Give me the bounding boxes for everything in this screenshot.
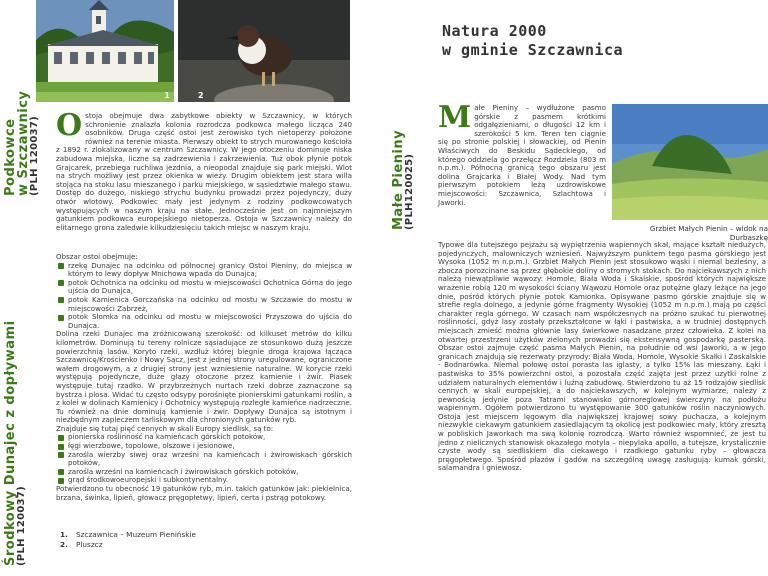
list-item: potok Słomka na odcinku od mostu w miejscowości Przyszowa do ujścia do Dunajca.	[56, 313, 352, 330]
section-subtitle: w Szczawnicy	[16, 90, 31, 196]
section-title: Podkowce	[3, 118, 18, 196]
bird-illustration	[178, 0, 350, 102]
footnote-number: 2.	[60, 540, 68, 549]
section-title: Małe Pieniny	[391, 129, 406, 230]
list-item: rzekę Dunajec na odcinku od północnej granicy Ostoi Pieniny, do miejsca w którym to lewy dopływ Mnichowa wpada do Dunajca;	[56, 262, 352, 279]
photo-number: 1	[164, 91, 170, 100]
male-pieniny-intro-text: ałe Pieniny – wydłużone pasmo górskie z pasmem krótkimi odgałęzieniami, o długości 12 km i szerokości 5 km. Teren ten ciągnie się po stronie polskiej i słowackiej, od Pienin Właściwych do Beskidu Sądeckiego, od którego oddziela go przełęcz Rozdziela (803 m n.p.m.). Północną granicą tego obszaru jest dolina Grajcarka i Białej Wody. Nad tym pierwszym potokiem leżą uzdrowiskowe miejscowości: Szczawnica, Szlachtowa i Jaworki.	[438, 103, 606, 207]
title-line: Natura 2000	[442, 22, 547, 40]
section-code: (PLH 120037)	[16, 485, 27, 566]
list-item: pionierska roślinność na kamieńcach górskich potoków,	[56, 433, 352, 442]
photo-museum	[36, 0, 174, 102]
list-item: zarośla wrześni na kamieńcach i żwirowiskach górskich potoków,	[56, 468, 352, 477]
footnotes	[60, 530, 340, 550]
dunajec-body: Dolina rzeki Dunajec ma zróżnicowaną szerokość: od kilkuset metrów do kilku kilometrów. Dominują tu tereny rolnicze sąsiadujące ze stosunkowo dużą jeszcze powierzchnią lasów. Koryto rzeki, wzdłuż której biegnie droga krajowa łącząca Szczawnicę/Krościenko i Nowy Sącz, jest z jednej strony uregulowane, ograniczone wałem drogowym, a z drugiej strony jest wzniesienie naturalne. W korycie rzeki występują pojedyncze, duże głazy otoczone przez kamienie i żwir. Piasek występuje tutaj rzadko. W przybrzeżnych nurtach rzeki dobrze zaznaczone są bystrza i plosa. Widać tu często odsypy porośnięte pionierskimi gatunkami roślin, a z kolei w dolinach Kamienicy i Ochotnicy występują rozległe kamieńce nadrzeczne. Tu również na dnie dominują kamienie i żwir. Dopływy Dunajca są istotnym i niezbędnym zapleczem tarliskowym dla chronionych gatunków ryb.	[56, 329, 352, 425]
section-label-dunajec	[4, 320, 27, 566]
dropcap: M	[438, 100, 472, 135]
photo-male-pieniny	[612, 104, 768, 220]
fish-text: Potwierdzono tu obecność 19 gatunków ryb, m.in. takich gatunków jak: piekielnica, brzana, świnka, lipień, głowacz pręgopłetwy, lipień, certa i pstrąg potokowy.	[56, 484, 352, 502]
photo-dipper-bird	[178, 0, 350, 102]
title-line: w gminie Szczawnica	[442, 41, 624, 59]
list-item: łęgi wierzbowe, topolowe, olszowe i jesionowe,	[56, 442, 352, 451]
podkowce-text: stoja obejmuje dwa zabytkowe obiekty w Szczawnicy, w których schronienie znalazła kolonia rozrodcza podkowca małego licząca 240 osobników. Druga część ostoi jest żerowisko tych nietoperzy położone również na terenie miasta. Pierwszy obiekt to strych murowanego kościoła z 1892 r. zlokalizowany w centrum Szczawnicy. W jego otoczeniu dominuje niska zabudowa miejska, liczne są zadrzewienia i zakrzewienia. Tuż obok płynie potok Grajcarek, przebiega ruchliwa jezdnia, a nieopodal znajduje się park miejski. Wlot na strych możliwy jest przez okienka w wieży. Drugim obiektem jest stara willa stojąca na stoku lasu mieszanego i parku miejskiego, w sąsiedztwie małego stawu. Dostęp do dużego, niskiego strychu budynku prowadzi przez pojedynczy, duży otwór wlotowy. Podkowiec mały jest jedynym z rodziny podkowcowatych występujących w naszym kraju na stałe. Jednocześnie jest on najmniejszym gatunkiem podkowca europejskiego nietoperza. Ostoja w Szczawnicy należy do elitarnego grona zaledwie kilkudziesięciu takich miejsc w naszym kraju.	[56, 111, 352, 232]
dunajec-intro: Obszar ostoi obejmuje:	[56, 252, 138, 261]
male-pieniny-intro	[438, 100, 606, 207]
photo-caption: Grzbiet Małych Pienin – widok na Durbaszkę	[649, 224, 768, 242]
dropcap: O	[56, 108, 83, 143]
footnote	[60, 540, 340, 550]
photo-number: 2	[198, 91, 204, 100]
list-item: potok Ochotnica na odcinku od mostu w miejscowości Ochotnica Górna do jego ujścia do Dunajca,	[56, 279, 352, 296]
male-pieniny-body-text: Typowe dla tutejszego pejzażu są wypiętrzenia wapiennych skał, mające kształt niedużych, pojedynczych, malowniczych wzniesień. Najwyższym punktem tego pasma górskiego jest Wysoka (1052 m n.p.m.). Grzbiet Małych Pienin jest stosukowo wąski i niemal bezleśny, a zbocza porozcinane są przez głębokie doliny o stromych stokach. Do najciekawszych z nich należą niewątpliwie wąwozy: Homole, Biała Woda i Skalskie, spośród których największe wrażenie robią 120 m wysokości ściany Wąwozu Homole oraz potężne głazy leżące na jego dnie, pośród których płynie potok Kamionka. Opisywane pasmo górskie znajduje się w strefie regla dolnego, a jedynie górne fragmenty Wysokiej (1052 m n.p.m.) mają po części charakter regla górnego. W czasach nam współczesnych na próżno szukać tu pierwotnej roślinności, gdyż lasy zostały przekształcone w łąki i pastwiska, a w trudniej dostępnych miejscach zmieść można głównie lasy świerkowe nasadzane przez człowieka. Z kolei na otwartej przestrzeni użytków zielonych prowadzi się ekstensywną gospodarkę pasterską. Obszar ostoi zajmuje część pasma Małych Pienin, na południe od wsi Jaworki, a w jego granicach znajdują się rezerwaty przyrody: Biała Woda, Homole, Wysokie Skałki i Zaskalskie - Bodnarówka. Niemal połowę ostoi porasta las iglasty, a tylko 15% las mieszany. Łąki i pastwiska to 35% powierzchni ostoi, a pozostała część zajęta jest przez uzytki rolne z udziałem naturalnych elementów i luźną zabudowę. Stwierdzono tu aż 15 rodzajów siedlisk cennych w skali europejskiej, a do najciekawszych, w kolejnym wymiarze, należy z pewnością jedynie poza Tatrami stanowisko górnoreglowej świerczyny na podłożu wapiennym. Ogółem potwierdzono tu występowanie 300 gatunków roślin naczyniowych. Ostoja jest miejscem lęgowym dla największej krajowej sowy puchacza, a kolejnym niezwykle ciekawym gatunkiem zasiedlającym tą okolicę jest podkowiec mały, który zresztą w pobliskich Jaworkach ma swą kolonię rozrodczą. Warto również wspomnieć, że jest tu jedno z nielicznych stanowisk okazałego motyla – niepylaka apollo, a tutejsze, krystalicznie czyste wody są siedliskiem dla ciekawego i rzadkiego gatunku ryby – głowacza pręgopłetwego. Spośród płazów i gadów na szczególną uwagę zasługują: kumak górski, salamandra i gniewosz.	[438, 240, 766, 473]
page-title	[442, 22, 623, 60]
dunajec-description	[56, 253, 352, 502]
podkowce-description	[56, 108, 352, 232]
section-label-male-pieniny	[392, 130, 415, 230]
section-title: Środkowy Dunajec z dopływami	[3, 320, 18, 566]
footnote-text: Pluszcz	[76, 540, 103, 549]
male-pieniny-body	[438, 241, 766, 473]
footnote-number: 1.	[60, 530, 68, 539]
section-label-podkowce	[4, 91, 40, 196]
habitats-intro: Znajduje się tutaj pięć cennych w skali Europy siedlisk, są to:	[56, 423, 274, 433]
list-item: potok Kamienica Gorczańska na odcinku od mostu w Szczawie do mostu w miejscowości Zabrzeż,	[56, 296, 352, 313]
list-item: grąd środkowoeuropejski i subkontynentalny.	[56, 476, 352, 485]
list-item: zarośla wierzby siwej oraz wrześni na kamieńcach i żwirowiskach górskich potoków,	[56, 451, 352, 468]
section-code: (PLH 120037)	[29, 115, 40, 196]
museum-illustration	[36, 0, 174, 102]
footnote-text: Szczawnica – Muzeum Pienińskie	[76, 530, 197, 539]
section-code: (PLH120025)	[404, 153, 415, 230]
landscape-illustration	[612, 104, 768, 220]
footnote	[60, 530, 340, 540]
